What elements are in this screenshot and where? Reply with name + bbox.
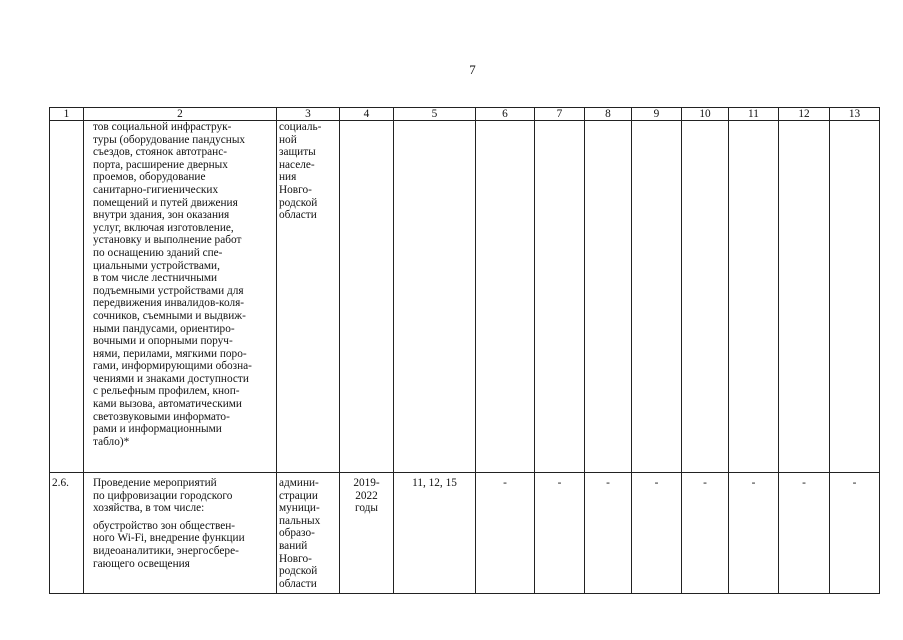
column-header: 4 [340,108,394,121]
row-indicators [394,121,476,473]
row-value: - [535,473,585,594]
description-line: по цифровизации городского [93,489,233,502]
row-value [779,121,830,473]
row-value [632,121,682,473]
row-number: 2.6. [50,473,84,594]
description-line: с рельефным профилем, кноп- [93,385,240,398]
description-line: ными пандусами, ориентиро- [93,322,235,335]
row-value: - [585,473,632,594]
period-line: 2019- [353,477,380,489]
column-header: 3 [277,108,340,121]
row-value: - [632,473,682,594]
column-header: 12 [779,108,830,121]
description-line: хозяйства, в том числе: [93,502,205,515]
description-sub-line: видеоаналитики, энергосбере- [93,544,239,557]
column-header: 11 [729,108,779,121]
row-executor [277,121,340,473]
description-line: санитарно-гигиенических [93,183,219,196]
description-line: рами и информационными [93,423,222,436]
description-line: вочными и опорными поруч- [93,335,233,348]
description-line: гами, информирующими обозна- [93,360,252,373]
executor-line: населе- [279,158,315,171]
description-line: светозвуковыми информато- [93,410,230,423]
description-sub-line: гающего освещения [93,557,190,570]
row-value: - [779,473,830,594]
row-value [535,121,585,473]
executor-line: админи- [279,477,319,489]
executor-line: Новго- [279,552,312,565]
column-header: 2 [84,108,277,121]
description-sub-line: ного Wi-Fi, внедрение функции [93,532,245,545]
period-line: годы [354,502,378,515]
row-description [84,473,277,594]
description-line: в том числе лестничными [93,272,218,285]
row-value [682,121,729,473]
executor-line: пальных [279,514,321,527]
description-line: циальными устройствами, [93,259,220,272]
row-number [50,121,84,473]
description-line: услуг, включая изготовление, [93,221,234,234]
column-header: 9 [632,108,682,121]
column-header: 6 [476,108,535,121]
description-line: табло)* [93,435,130,448]
row-value: - [682,473,729,594]
description-line: туры (оборудование пандусных [93,133,246,146]
column-header: 8 [585,108,632,121]
row-executor [277,473,340,594]
executor-line: страции [279,489,318,502]
description-line: тов социальной инфраструк- [93,121,232,133]
executor-line: ваний [279,539,308,552]
column-header: 10 [682,108,729,121]
executor-line: ной [279,133,297,146]
description-line: чениями и знаками доступности [93,372,249,385]
executor-line: муници- [279,502,320,515]
executor-line: Новго- [279,183,312,196]
description-line: ками вызова, автоматическими [93,398,242,411]
description-line: проемов, оборудование [93,171,206,184]
description-line: внутри здания, зон оказания [93,209,230,222]
description-sub-line: обустройство зон обществен- [93,519,236,532]
column-header: 1 [50,108,84,121]
row-description [84,121,277,473]
period-line: 2022 [355,489,378,502]
executor-line: защиты [279,146,316,159]
description-line: помещений и путей движения [93,196,238,209]
description-line: нями, перилами, мягкими поро- [93,347,247,360]
description-line: установку и выполнение работ [93,234,242,247]
description-line: Проведение мероприятий [93,477,217,489]
description-line: подъемными устройствами для [93,284,244,297]
description-line: сочников, съемными и выдвиж- [93,309,246,322]
row-value [476,121,535,473]
table-row [50,473,880,594]
column-header: 5 [394,108,476,121]
row-value [830,121,880,473]
executor-line: ния [279,171,297,184]
row-value [729,121,779,473]
row-period [340,473,394,594]
description-line: порта, расширение дверных [93,158,228,171]
row-value: - [830,473,880,594]
executor-line: родской [279,565,318,578]
plan-table [49,107,880,594]
row-value [585,121,632,473]
table-row [50,121,880,473]
description-line: передвижения инвалидов-коля- [93,297,245,310]
executor-line: области [279,577,317,590]
column-header: 7 [535,108,585,121]
description-line: съездов, стоянок автотранс- [93,146,227,159]
row-indicators: 11, 12, 15 [394,473,476,594]
column-header: 13 [830,108,880,121]
executor-line: области [279,209,317,222]
executor-line: родской [279,196,318,209]
table-header-row [50,108,880,121]
row-value: - [476,473,535,594]
description-line: по оснащению зданий спе- [93,246,223,259]
row-value: - [729,473,779,594]
executor-line: образо- [279,527,315,540]
row-period [340,121,394,473]
page-number: 7 [469,62,476,77]
executor-line: социаль- [279,121,322,133]
